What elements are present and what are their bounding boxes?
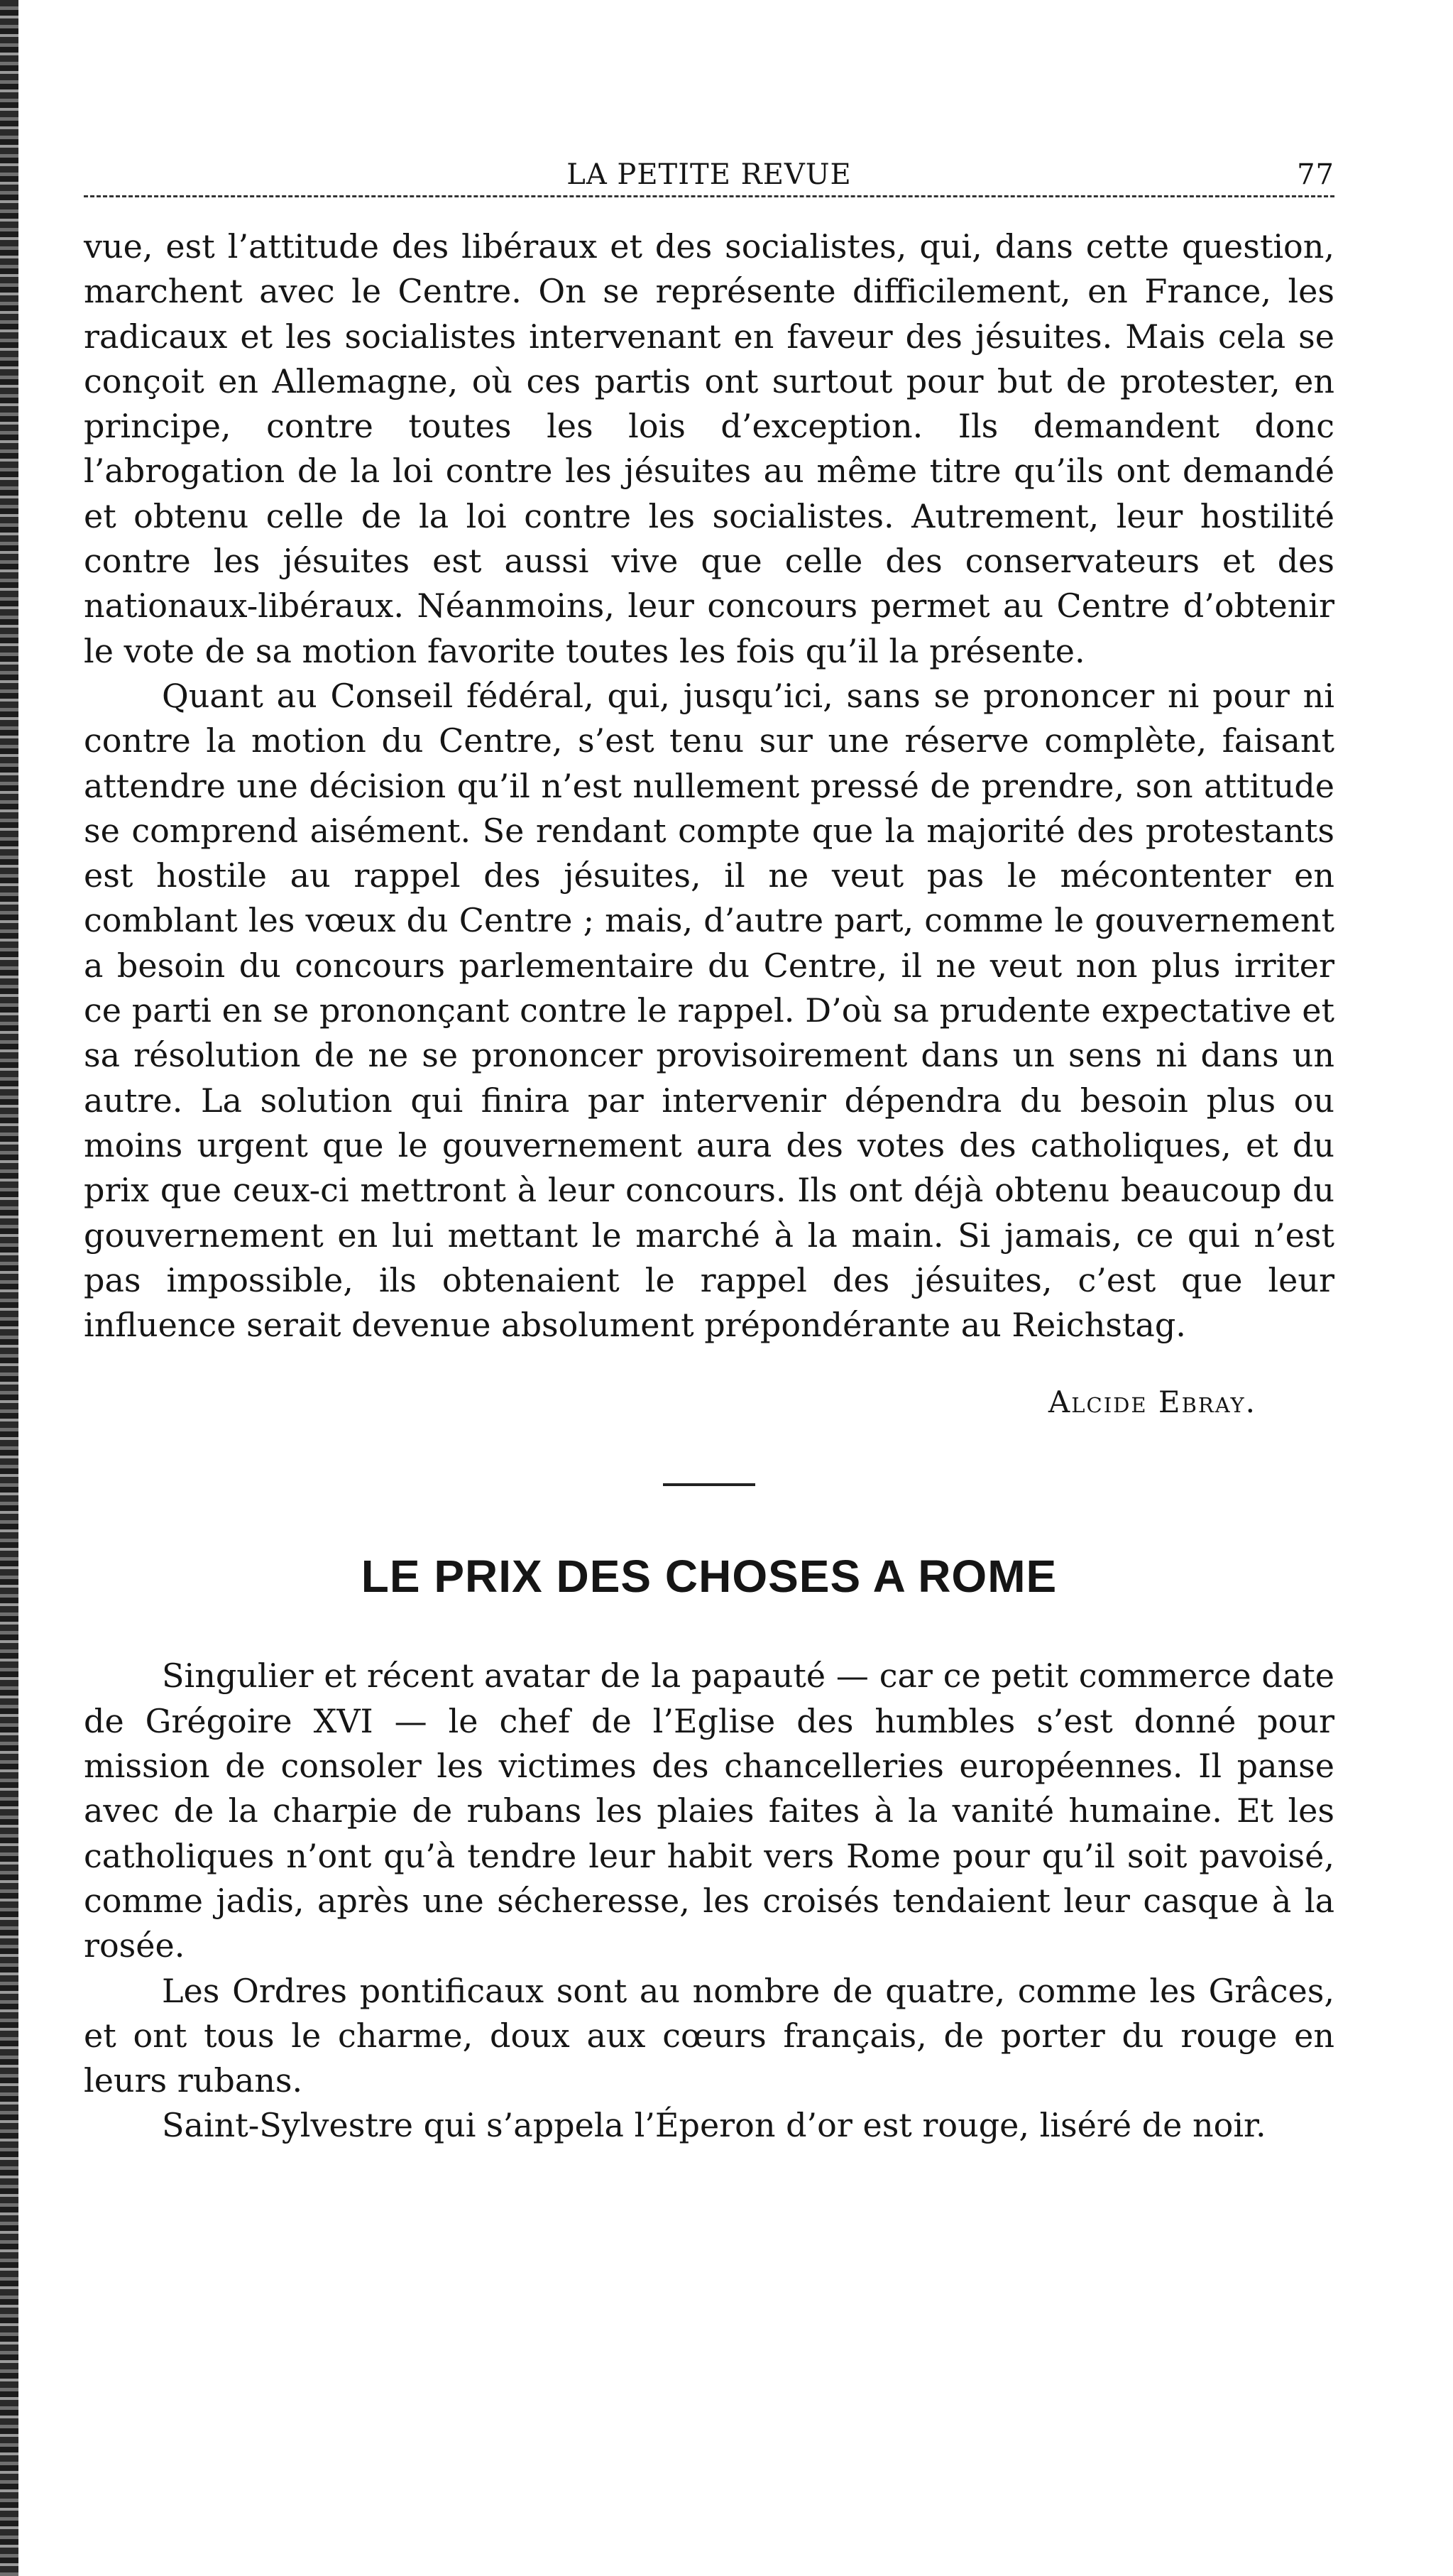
author-signature: Alcide Ebray. xyxy=(1048,1385,1256,1420)
running-title: LA PETITE REVUE xyxy=(566,158,852,191)
body-paragraph: Saint-Sylvestre qui s’appela l’Éperon d’or est rouge, liséré de noir. xyxy=(162,2106,1266,2145)
page-binding-edge xyxy=(0,0,18,2576)
section-title: LE PRIX DES CHOSES A ROME xyxy=(361,1551,1058,1603)
body-paragraph: Les Ordres pontificaux sont au nombre de quatre, comme les Grâces, et ont tous le charme, doux aux cœurs français, de porter du rouge en leurs rubans. xyxy=(84,1971,1334,2100)
article-prix-des-choses xyxy=(84,1550,1334,2148)
body-paragraph: Quant au Conseil fédéral, qui, jusqu’ici, sans se prononcer ni pour ni contre la motion du Centre, s’est tenu sur une réserve complète, faisant attendre une décision qu’il n’est nullement pressé de prendre, son attitude se comprend aisément. Se rendant compte que la majorité des protestants est hostile au rappel des jésuites, il ne veut pas le mécontenter en comblant les vœux du Centre ; mais, d’autre part, comme le gouvernement a besoin du concours parlementaire du Centre, il ne veut non plus irriter ce parti en se prononçant contre le rappel. D’où sa prudente expectative et sa résolution de ne se prononcer provisoirement dans un sens ni dans un autre. La solution qui finira par intervenir dépendra du besoin plus ou moins urgent que le gouvernement aura des votes des catholiques, et du prix que ceux-ci mettront à leur concours. Ils ont déjà obtenu beaucoup du gouvernement en lui mettant le marché à la main. Si jamais, ce qui n’est pas impossible, ils obtenaient le rappel des jésuites, c’est que leur influence serait devenue absolument prépondérante au Reichstag. xyxy=(84,676,1334,1345)
header-rule xyxy=(84,195,1334,197)
body-paragraph: vue, est l’attitude des libéraux et des socialistes, qui, dans cette question, marchent avec le Centre. On se représente difficilement, en France, les radicaux et les socialistes intervenant en faveur des jésuites. Mais cela se conçoit en Allemagne, où ces partis ont surtout pour but de protester, en principe, contre toutes les lois d’exception. Ils demandent donc l’abrogation de la loi contre les jésuites au même titre qu’ils ont demandé et obtenu celle de la loi contre les socialistes. Autrement, leur hostilité contre les jésuites est aussi vive que celle des conservateurs et des nationaux-libéraux. Néanmoins, leur concours permet au Centre d’obtenir le vote de sa motion favorite toutes les fois qu’il la présente. xyxy=(84,227,1334,670)
book-page xyxy=(84,146,1334,2149)
section-separator xyxy=(663,1483,755,1486)
page-number: 77 xyxy=(1297,158,1334,191)
page-header xyxy=(84,146,1334,195)
article-jesuites-continuation xyxy=(84,224,1334,1419)
body-paragraph: Singulier et récent avatar de la papauté — car ce petit commerce date de Grégoire XVI — le chef de l’Eglise des humbles s’est donné pour mission de consoler les victimes des chancelleries européennes. Il panse avec de la charpie de rubans les plaies faites à la vanité humaine. Et les catholiques n’ont qu’à tendre leur habit vers Rome pour qu’il soit pavoisé, comme jadis, après une sécheresse, les croisés tendaient leur casque à la rosée. xyxy=(84,1657,1334,1965)
